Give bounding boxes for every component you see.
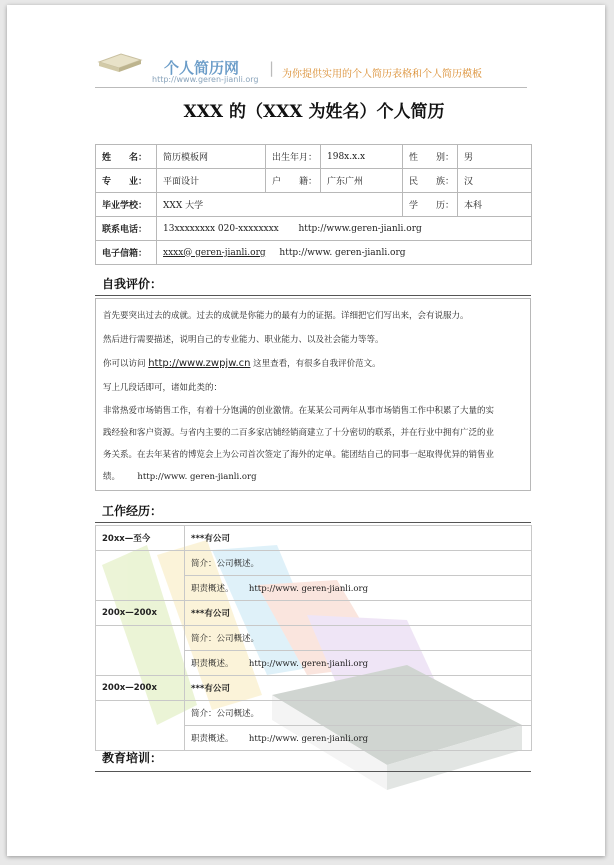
work-divider — [95, 522, 531, 523]
self-eval-url-link[interactable]: http://www. geren-jianli.org — [137, 472, 257, 482]
job-url-link[interactable]: http://www. geren-jianli.org — [248, 584, 369, 594]
birth-value: 198x.x.x — [321, 145, 403, 169]
ethnic-value: 汉 — [458, 169, 532, 193]
info-row — [96, 169, 532, 193]
job-date: 20xx—至今 — [96, 526, 185, 551]
email-label: 电子信箱： — [96, 241, 157, 265]
table-row — [96, 526, 532, 551]
info-row — [96, 145, 532, 169]
work-heading: 工作经历： — [102, 504, 163, 518]
job-company: ***有公司 — [185, 676, 532, 701]
job-duty-cell — [185, 651, 532, 676]
table-row — [96, 701, 532, 726]
job-blank-cell — [96, 701, 185, 751]
self-eval-paragraph: 写上几段话即可，诸如此类的： — [103, 383, 223, 393]
self-eval-text: 这里查看，有很多自我评价范文。 — [250, 359, 381, 369]
self-eval-box — [95, 298, 531, 491]
job-duty-cell — [185, 576, 532, 601]
phone-cell — [157, 217, 532, 241]
info-row — [96, 241, 532, 265]
gender-value: 男 — [458, 145, 532, 169]
major-label: 专 业： — [96, 169, 157, 193]
phone-value: 13xxxxxxxx 020-xxxxxxxx — [163, 223, 279, 234]
job-duty: 职责概述。 — [191, 659, 234, 669]
self-eval-line: 践经验和客户资源。与省内主要的二百多家店铺经销商建立了十分密切的联系，并在行业中拥有广泛的业 — [103, 428, 495, 438]
email-value[interactable]: xxxx@ geren-jianli.org — [163, 247, 266, 258]
education-value: 本科 — [458, 193, 532, 217]
page-title: XXX 的（XXX 为姓名）个人简历 — [183, 102, 445, 122]
education-heading: 教育培训： — [102, 751, 163, 765]
self-eval-line: 务关系。在去年某省的博览会上为公司首次签定了海外的定单。能团结自己的同事一起取得优异的销售业 — [103, 450, 495, 460]
job-url-link[interactable]: http://www. geren-jianli.org — [248, 734, 369, 744]
job-intro: 简介：公司概述。 — [185, 551, 532, 576]
table-row — [96, 551, 532, 576]
job-date: 200x—200x — [96, 601, 185, 626]
job-intro: 简介：公司概述。 — [185, 701, 532, 726]
brand-url[interactable]: http://www.geren-jianli.org — [152, 75, 259, 84]
job-url-link[interactable]: http://www. geren-jianli.org — [248, 659, 369, 669]
resume-page — [7, 5, 605, 856]
job-date: 200x—200x — [96, 676, 185, 701]
work-table — [95, 525, 532, 751]
job-blank-cell — [96, 626, 185, 676]
hukou-value: 广东广州 — [321, 169, 403, 193]
email-url-link[interactable]: http://www. geren-jianli.org — [279, 247, 406, 258]
book-logo-icon — [95, 48, 145, 74]
name-value: 简历模板网 — [157, 145, 266, 169]
header-divider — [95, 87, 527, 88]
job-company: ***有公司 — [185, 526, 532, 551]
table-row — [96, 601, 532, 626]
gender-label: 性 别： — [403, 145, 458, 169]
self-eval-divider — [95, 295, 531, 296]
self-eval-paragraph — [103, 352, 523, 376]
job-intro: 简介：公司概述。 — [185, 626, 532, 651]
job-duty: 职责概述。 — [191, 734, 234, 744]
self-eval-heading: 自我评价： — [102, 277, 163, 291]
header-tagline: 为你提供实用的个人简历表格和个人简历模板 — [282, 69, 482, 80]
basic-info-table — [95, 144, 532, 265]
education-label: 学 历： — [403, 193, 458, 217]
hukou-label: 户 籍： — [266, 169, 321, 193]
education-divider — [95, 771, 531, 772]
self-eval-text: 你可以访问 — [103, 359, 149, 369]
job-duty: 职责概述。 — [191, 584, 234, 594]
header-separator: | — [269, 59, 275, 77]
major-value: 平面设计 — [157, 169, 266, 193]
job-blank-cell — [96, 551, 185, 601]
self-eval-line — [103, 466, 523, 488]
job-company: ***有公司 — [185, 601, 532, 626]
phone-label: 联系电话： — [96, 217, 157, 241]
email-cell — [157, 241, 532, 265]
job-duty-cell — [185, 726, 532, 751]
info-row — [96, 193, 532, 217]
brand-name: 个人简历网 — [164, 59, 240, 77]
name-label: 姓 名： — [96, 145, 157, 169]
school-value: XXX 大学 — [157, 193, 403, 217]
zwpjw-link[interactable]: http://www.zwpjw.cn — [148, 358, 251, 369]
ethnic-label: 民 族： — [403, 169, 458, 193]
school-label: 毕业学校： — [96, 193, 157, 217]
phone-url-link[interactable]: http://www.geren-jianli.org — [298, 223, 422, 234]
table-row — [96, 676, 532, 701]
table-row — [96, 626, 532, 651]
info-row — [96, 217, 532, 241]
self-eval-paragraph: 然后进行需要描述，说明自己的专业能力、职业能力、以及社会能力等等。 — [103, 335, 384, 345]
birth-label: 出生年月： — [266, 145, 321, 169]
self-eval-line: 非常热爱市场销售工作，有着十分饱满的创业激情。在某某公司两年从事市场销售工作中积累了大量的实 — [103, 406, 495, 416]
self-eval-paragraph: 首先要突出过去的成就。过去的成就是你能力的最有力的证据。详细把它们写出来，会有说服力。 — [103, 311, 469, 321]
self-eval-text: 绩。 — [103, 472, 121, 482]
